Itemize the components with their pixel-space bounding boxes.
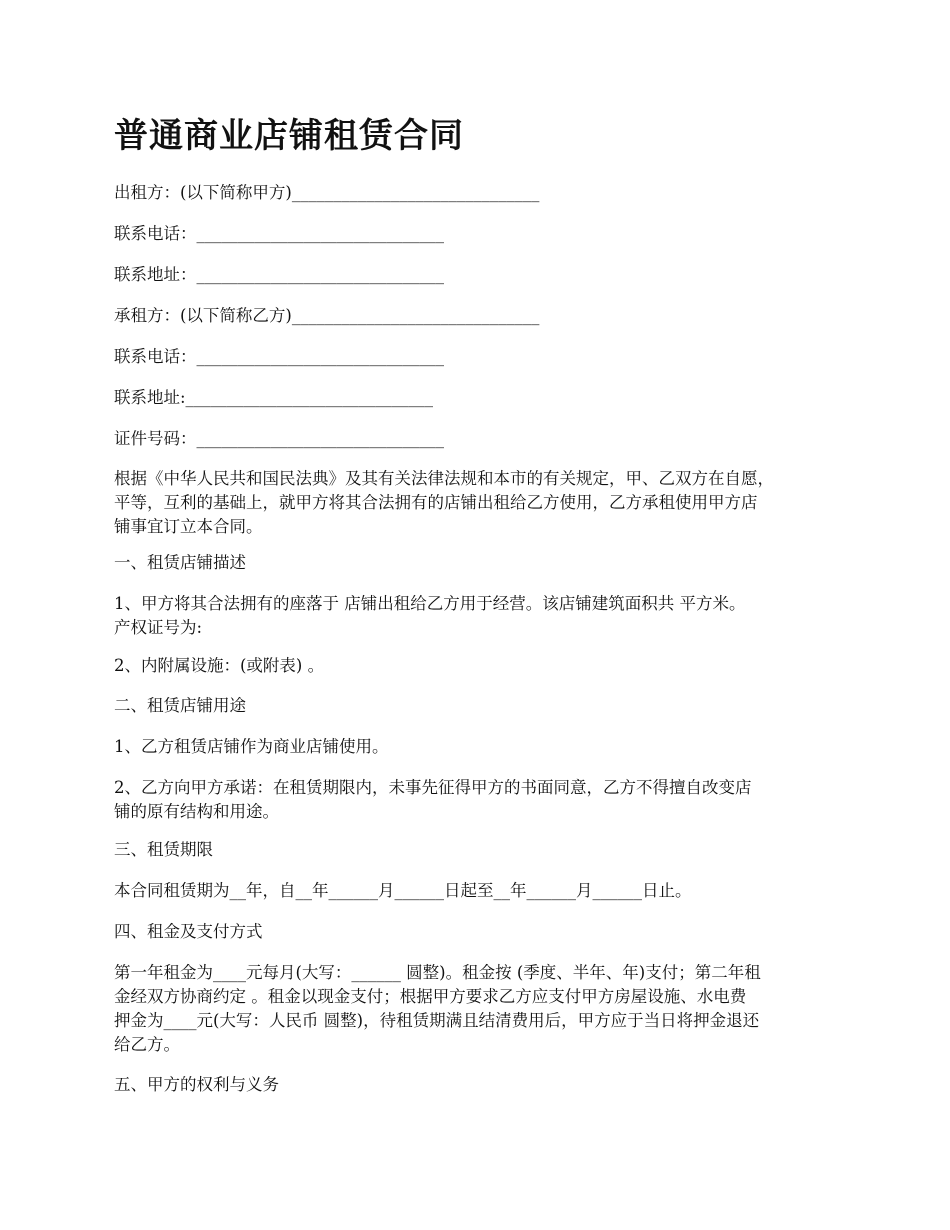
section-heading-2: 二、租赁店铺用途 [114, 696, 246, 715]
clause-3-1: 本合同租赁期为__年，自__年______月______日起至__年______月______日止。 [114, 881, 692, 900]
section-heading-1: 一、租赁店铺描述 [114, 553, 246, 572]
section-heading-3: 三、租赁期限 [114, 840, 213, 859]
clause-line: 铺的原有结构和用途。 [114, 802, 279, 821]
clause-line: 押金为____元(大写：人民币 圆整)，待租赁期满且结清费用后，甲方应于当日将押金退还 [114, 1011, 760, 1030]
lessee-address-field: 联系地址:______________________________ [114, 388, 434, 407]
clause-line: 产权证号为: [114, 618, 203, 637]
clause-line: 第一年租金为____元每月(大写：______ 圆整)。租金按 (季度、半年、年)支付；第二年租 [114, 963, 761, 982]
clause-line: 金经双方协商约定 。租金以现金支付；根据甲方要求乙方应支付甲方房屋设施、水电费 [114, 987, 747, 1006]
clause-line: 给乙方。 [114, 1035, 180, 1054]
lessor-address-field: 联系地址：______________________________ [114, 265, 444, 284]
clause-2-1: 1、乙方租赁店铺作为商业店铺使用。 [114, 737, 389, 756]
preamble-line: 铺事宜订立本合同。 [114, 517, 263, 536]
clause-line: 1、甲方将其合法拥有的座落于 店铺出租给乙方用于经营。该店铺建筑面积共 平方米。 [114, 594, 746, 613]
clause-2-2 [114, 776, 752, 824]
preamble-line: 平等，互利的基础上，就甲方将其合法拥有的店铺出租给乙方使用，乙方承租使用甲方店 [114, 493, 758, 512]
lessor-name-field: 出租方：(以下简称甲方)______________________________ [114, 183, 540, 202]
clause-1-1 [114, 592, 746, 640]
page-title: 普通商业店铺租赁合同 [114, 116, 464, 156]
clause-4-1 [114, 961, 761, 1057]
lessee-id-number-field: 证件号码：______________________________ [114, 429, 444, 448]
lessor-phone-field: 联系电话：______________________________ [114, 224, 444, 243]
preamble-line: 根据《中华人民共和国民法典》及其有关法律法规和本市的有关规定，甲、乙双方在自愿， [114, 469, 774, 488]
section-heading-4: 四、租金及支付方式 [114, 922, 263, 941]
lessee-phone-field: 联系电话：______________________________ [114, 347, 444, 366]
clause-line: 2、乙方向甲方承诺：在租赁期限内，未事先征得甲方的书面同意，乙方不得擅自改变店 [114, 778, 752, 797]
section-heading-5: 五、甲方的权利与义务 [114, 1075, 279, 1094]
preamble-paragraph [114, 467, 774, 539]
clause-1-2: 2、内附属设施：(或附表) 。 [114, 656, 325, 675]
lessee-name-field: 承租方：(以下简称乙方)______________________________ [114, 306, 540, 325]
